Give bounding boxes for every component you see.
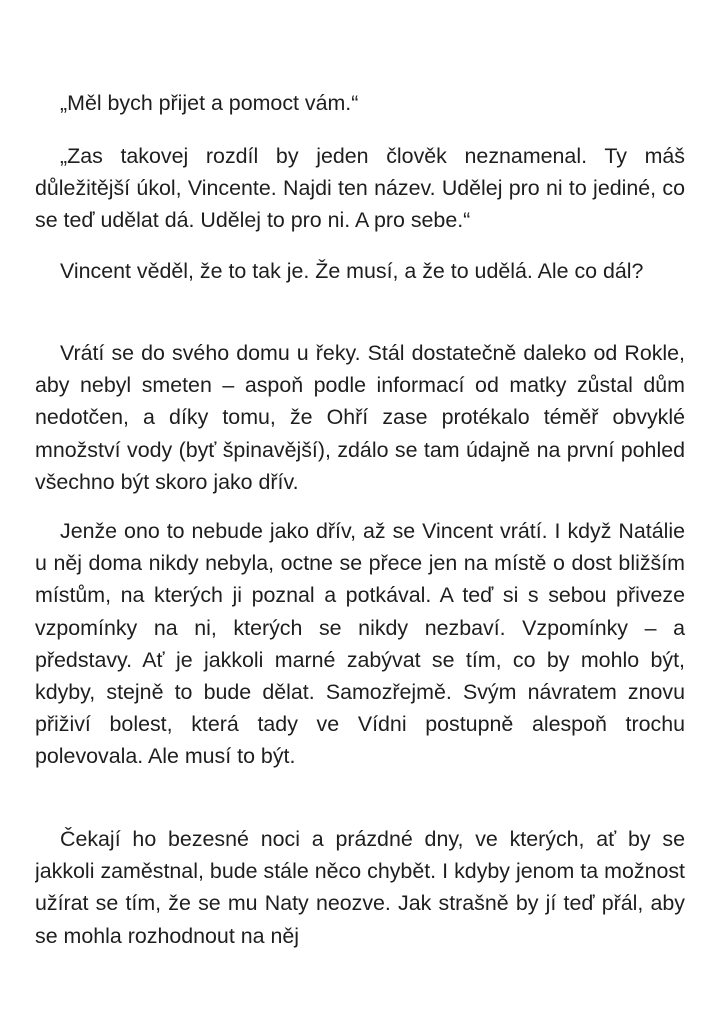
paragraph-6: Čekají ho bezesné noci a prázdné dny, ve kterých, ať by se jakkoli zaměstnal, bude stále něco chybět. I kdyby jenom ta možnost užírat se tím, že se mu Naty neozve. Jak strašně by jí teď přál, aby se mohla rozhodnout na něj	[35, 827, 685, 948]
paragraph-4: Vrátí se do svého domu u řeky. Stál dostatečně daleko od Rokle, aby nebyl smeten – aspoň podle informací od matky zůstal dům nedotčen, a díky tomu, že Ohří zase protékalo téměř obvyklé množství vody (byť špinavější), zdálo se tam údajně na první pohled všechno být skoro jako dřív.	[35, 341, 685, 494]
paragraph-3: Vincent věděl, že to tak je. Že musí, a že to udělá. Ale co dál?	[60, 259, 644, 283]
paragraph-2: „Zas takovej rozdíl by jeden člověk neznamenal. Ty máš důležitější úkol, Vincente. Najdi ten název. Udělej pro ni to jediné, co se teď udělat dá. Udělej to pro ni. A pro sebe.“	[35, 144, 685, 233]
book-page	[35, 0, 685, 1022]
paragraph-5: Jenže ono to nebude jako dřív, až se Vincent vrátí. I když Natálie u něj doma nikdy nebyla, octne se přece jen na místě o dost bližším místům, na kterých ji poznal a potkával. A teď si s sebou přiveze vzpomínky na ni, kterých se nikdy nezbaví. Vzpomínky – a představy. Ať je jakkoli marné zabývat se tím, co by mohlo být, kdyby, stejně to bude dělat. Samozřejmě. Svým návratem znovu přiživí bolest, která tady ve Vídni postupně alespoň trochu polevovala. Ale musí to být.	[35, 519, 685, 769]
paragraph-1: „Měl bych přijet a pomoct vám.“	[60, 91, 359, 115]
